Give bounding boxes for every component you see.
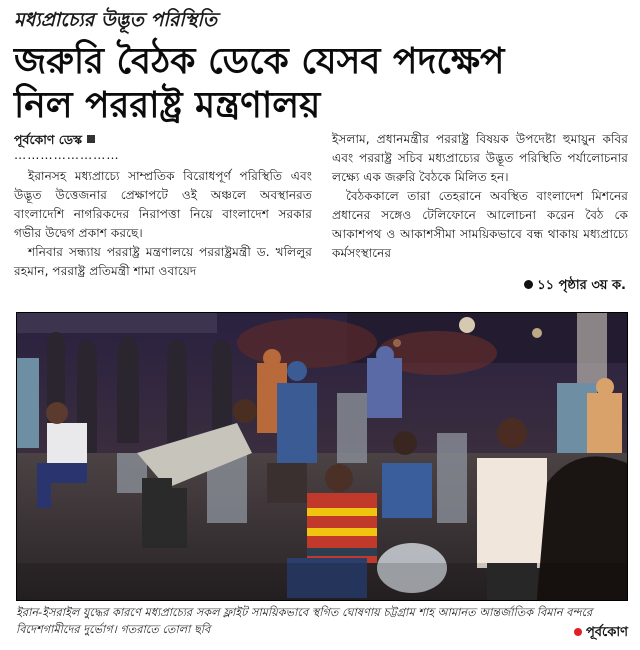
kicker: মধ্যপ্রাচ্যের উদ্ভূত পরিস্থিতি (14, 9, 218, 31)
headline (14, 40, 626, 128)
paragraph-4: বৈঠককালে তারা তেহরানে অবস্থিত বাংলাদেশ মিশনের প্রধানের সঙ্গেও টেলিফোনে আলোচনা করেন বৈঠ কে আকাশপথ ও আকাশসীমা সাময়িকভাবে বন্ধ থাকায় মধ্যপ্রাচ্যে কর্মসংস্থানের (332, 189, 628, 260)
airport-crowd-photo (17, 313, 627, 600)
news-photo (16, 312, 628, 601)
continuation-text: ১১ পৃষ্ঠার ৩য় ক. (537, 278, 626, 293)
red-dot-icon (574, 628, 582, 636)
photo-caption: ইরান-ইসরাইল যুদ্ধের কারণে মধ্যপ্রাচ্যের সকল ফ্লাইট সাময়িকভাবে স্থগিত ঘোষণায় চট্টগ্রাম শাহ আমানত আন্তর্জাতিক বিমান বন্দরে বিদেশগামীদের দুর্ভোগ। গতরাতে তোলা ছবি (16, 606, 593, 636)
article-column-right (332, 130, 628, 263)
byline-separator: …………………… (14, 148, 120, 162)
byline-text: পূর্বকোণ ডেস্ক (14, 132, 83, 147)
paragraph-3: ইসলাম, প্রধানমন্ত্রীর পররাষ্ট্র বিষয়ক উপদেষ্টা হুমায়ুন কবির এবং পররাষ্ট্র সচিব মধ্যপ্রাচ্যের উদ্ভূত পরিস্থিতি পর্যালোচনার লক্ষ্যে এক জরুরি বৈঠকে মিলিত হন। (332, 132, 628, 184)
paragraph-2: শনিবার সন্ধ্যায় পররাষ্ট্র মন্ত্রণালয়ে পররাষ্ট্রমন্ত্রী ড. খলিলুর রহমান, পররাষ্ট্র প্রতিমন্ত্রী শামা ওবায়েদ (14, 245, 312, 278)
photo-credit-text: পূর্বকোণ (585, 625, 628, 640)
headline-line-2: নিল পররাষ্ট্র মন্ত্রণালয় (14, 85, 321, 126)
paragraph-1: ইরানসহ মধ্যপ্রাচ্যে সাম্প্রতিক বিরোধপূর্ণ পরিস্থিতি এবং উদ্ভূত উত্তেজনার প্রেক্ষাপটে ওই অঞ্চলে অবস্থানরত বাংলাদেশি নাগরিকদের নিরাপত্তা নিয়ে বাংলাদেশ সরকার গভীর উদ্বেগ প্রকাশ করছে। (14, 169, 312, 240)
bullet-icon (524, 280, 533, 289)
photo-credit (574, 623, 628, 644)
square-bullet-icon (87, 135, 95, 143)
continuation-link[interactable] (524, 276, 626, 297)
article-column-left (14, 130, 312, 281)
byline (14, 130, 312, 149)
headline-line-1: জরুরি বৈঠক ডেকে যেসব পদক্ষেপ (14, 41, 505, 82)
